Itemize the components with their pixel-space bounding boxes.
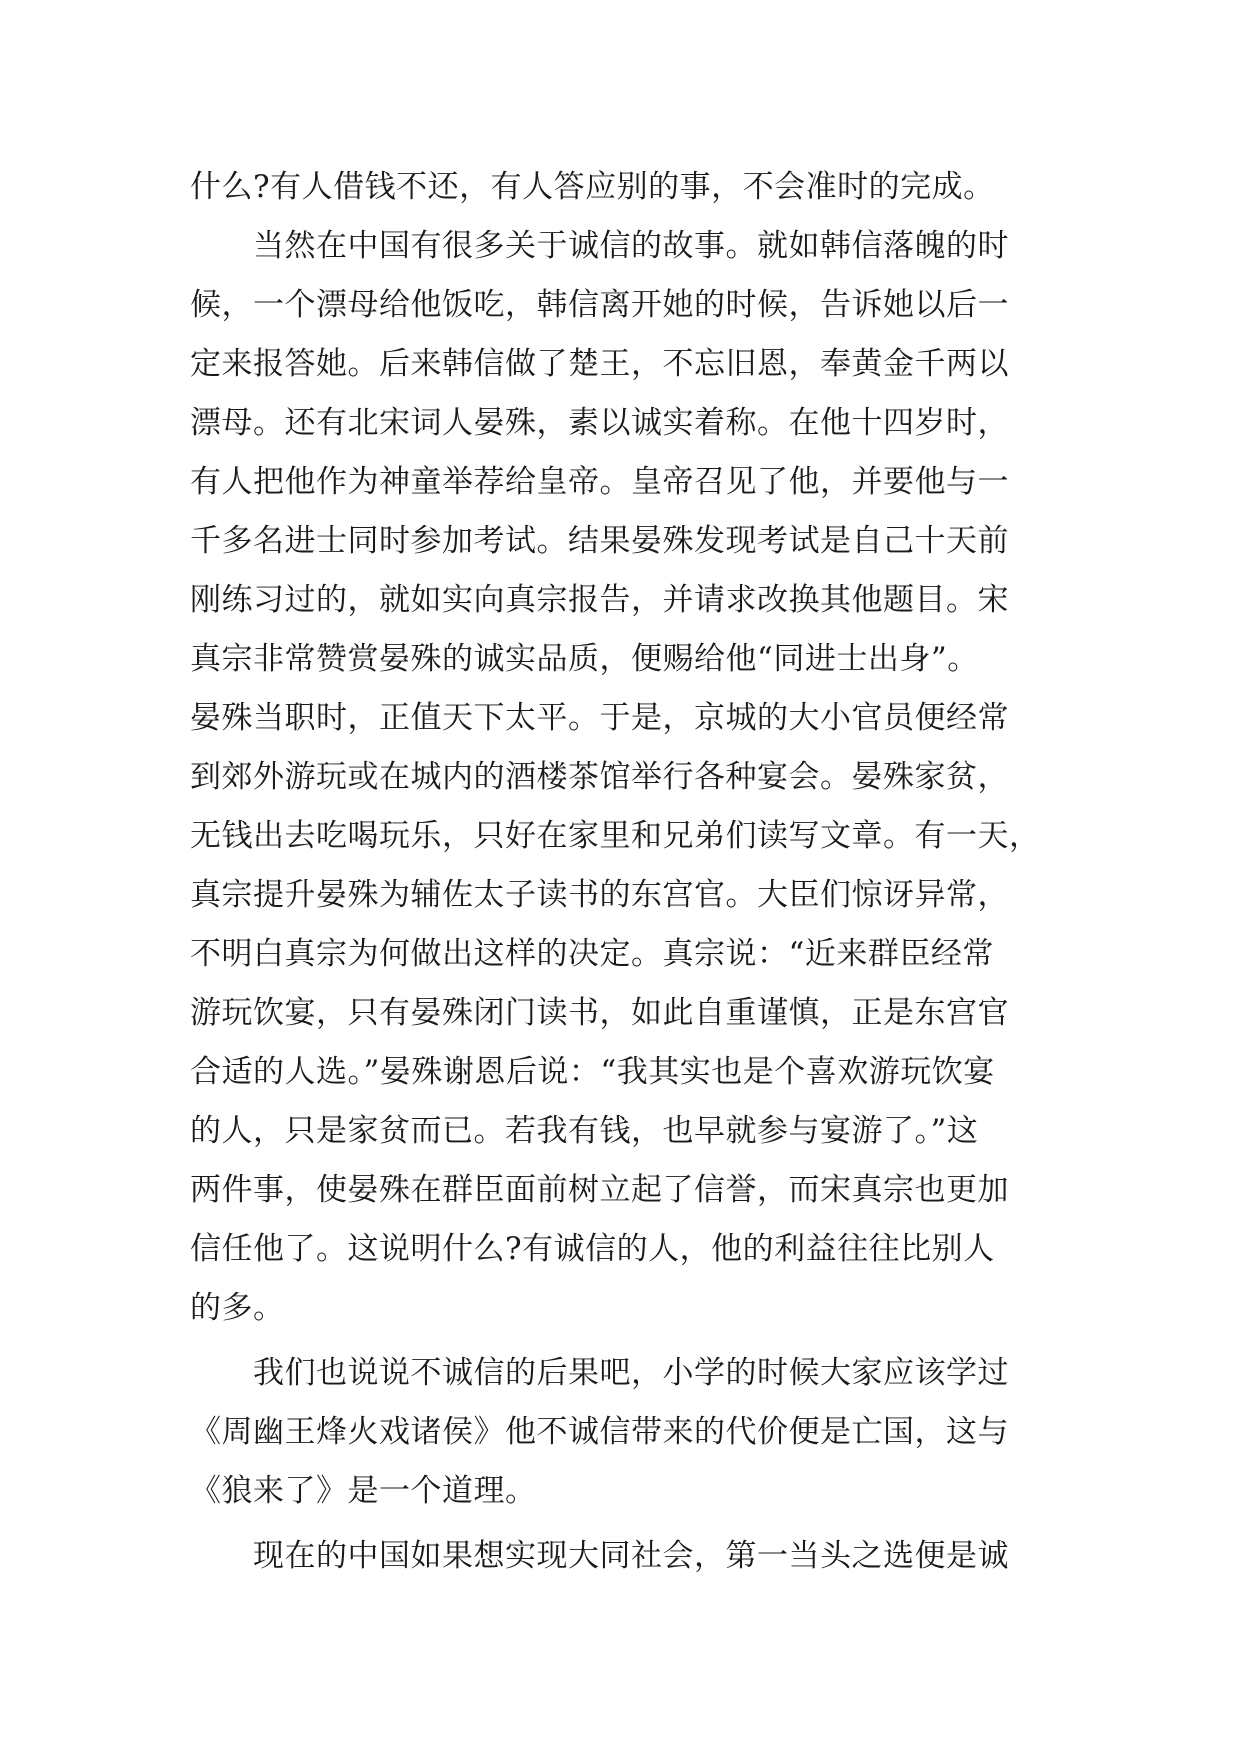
text-line: 到郊外游玩或在城内的酒楼茶馆举行各种宴会。晏殊家贫， <box>190 759 1009 795</box>
text-line: 真宗非常赞赏晏殊的诚实品质，便赐给他“同进士出身”。 <box>190 641 979 677</box>
text-line: 的人，只是家贫而已。若我有钱，也早就参与宴游了。”这 <box>190 1113 979 1149</box>
text-line: 候，一个漂母给他饭吃，韩信离开她的时候，告诉她以后一 <box>190 287 1009 323</box>
text-line: 《周幽王烽火戏诸侯》他不诚信带来的代价便是亡国，这与 <box>190 1414 1009 1450</box>
text-line: 无钱出去吃喝玩乐，只好在家里和兄弟们读写文章。有一天， <box>190 818 1041 854</box>
text-line: 不明白真宗为何做出这样的决定。真宗说：“近来群臣经常 <box>190 936 994 972</box>
text-line: 信任他了。这说明什么?有诚信的人，他的利益往往比别人 <box>190 1231 995 1267</box>
text-line: 定来报答她。后来韩信做了楚王，不忘旧恩，奉黄金千两以 <box>190 346 1009 382</box>
text-line: 两件事，使晏殊在群臣面前树立起了信誉，而宋真宗也更加 <box>190 1172 1009 1208</box>
text-line: 有人把他作为神童举荐给皇帝。皇帝召见了他，并要他与一 <box>190 464 1009 500</box>
text-line: 的多。 <box>190 1290 285 1326</box>
text-line: 刚练习过的，就如实向真宗报告，并请求改换其他题目。宋 <box>190 582 1009 618</box>
text-line: 晏殊当职时，正值天下太平。于是，京城的大小官员便经常 <box>190 700 1009 736</box>
text-line: 千多名进士同时参加考试。结果晏殊发现考试是自己十天前 <box>190 523 1009 559</box>
text-line: 漂母。还有北宋词人晏殊，素以诚实着称。在他十四岁时， <box>190 405 1009 441</box>
text-line: 当然在中国有很多关于诚信的故事。就如韩信落魄的时 <box>190 228 1009 264</box>
text-line: 《狼来了》是一个道理。 <box>190 1473 537 1509</box>
text-line: 真宗提升晏殊为辅佐太子读书的东宫官。大臣们惊讶异常， <box>190 877 1009 913</box>
text-line: 什么?有人借钱不还，有人答应别的事，不会准时的完成。 <box>190 169 995 205</box>
text-line: 我们也说说不诚信的后果吧，小学的时候大家应该学过 <box>190 1355 1009 1391</box>
text-line: 现在的中国如果想实现大同社会，第一当头之选便是诚 <box>190 1538 1009 1574</box>
body-text <box>190 158 1052 1586</box>
text-line: 游玩饮宴，只有晏殊闭门读书，如此自重谨慎，正是东宫官 <box>190 995 1009 1031</box>
text-line: 合适的人选。”晏殊谢恩后说：“我其实也是个喜欢游玩饮宴 <box>190 1054 995 1090</box>
